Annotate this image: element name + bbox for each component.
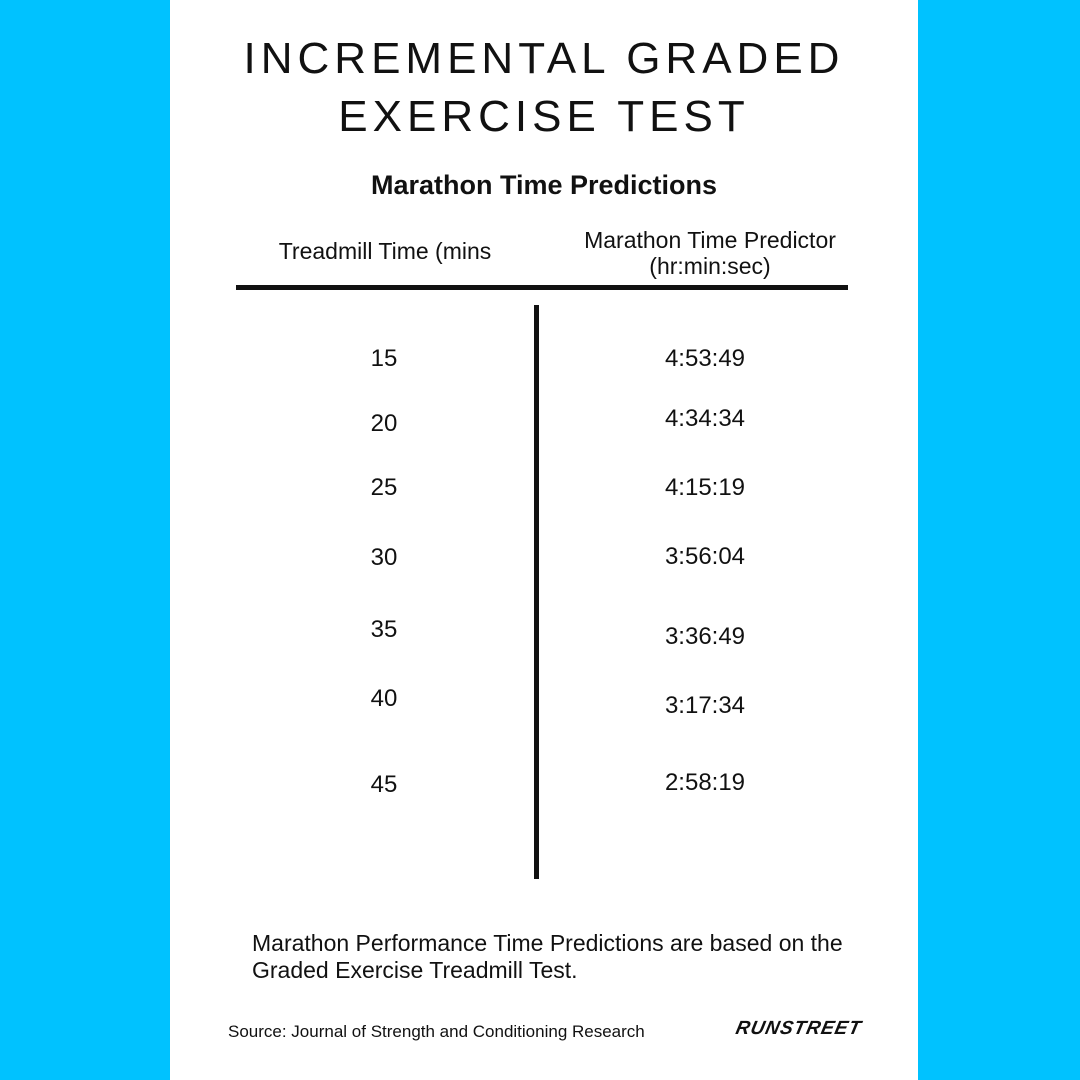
marathon-cell: 4:15:19 bbox=[664, 474, 746, 501]
page-title bbox=[170, 30, 918, 146]
title-line-2: EXERCISE TEST bbox=[338, 92, 750, 141]
footnote: Marathon Performance Time Predictions are based on the Graded Exercise Treadmill Test. bbox=[252, 930, 843, 983]
subtitle: Marathon Time Predictions bbox=[370, 170, 718, 200]
marathon-cell: 3:56:04 bbox=[664, 543, 746, 570]
treadmill-cell: 20 bbox=[370, 410, 398, 437]
marathon-cell: 2:58:19 bbox=[664, 769, 746, 796]
treadmill-cell: 25 bbox=[370, 474, 398, 501]
col-header-treadmill: Treadmill Time (mins bbox=[278, 238, 492, 264]
marathon-cell: 3:17:34 bbox=[664, 692, 746, 719]
treadmill-cell: 45 bbox=[370, 771, 398, 798]
source-citation: Source: Journal of Strength and Conditioning Research bbox=[228, 1022, 645, 1041]
treadmill-cell: 40 bbox=[370, 685, 398, 712]
marathon-cell: 4:34:34 bbox=[664, 405, 746, 432]
header-divider bbox=[236, 285, 848, 290]
treadmill-cell: 15 bbox=[370, 345, 398, 372]
treadmill-cell: 35 bbox=[370, 616, 398, 643]
marathon-cell: 4:53:49 bbox=[664, 345, 746, 372]
runstreet-logo: RUNSTREET bbox=[733, 1018, 864, 1039]
col-header-marathon bbox=[550, 227, 870, 279]
col-header-marathon-line-2: (hr:min:sec) bbox=[649, 253, 771, 279]
col-header-marathon-line-1: Marathon Time Predictor bbox=[584, 227, 836, 253]
title-line-1: INCREMENTAL GRADED bbox=[243, 34, 845, 83]
treadmill-cell: 30 bbox=[370, 544, 398, 571]
content-panel bbox=[170, 0, 918, 1080]
column-divider bbox=[534, 305, 539, 879]
marathon-cell: 3:36:49 bbox=[664, 623, 746, 650]
